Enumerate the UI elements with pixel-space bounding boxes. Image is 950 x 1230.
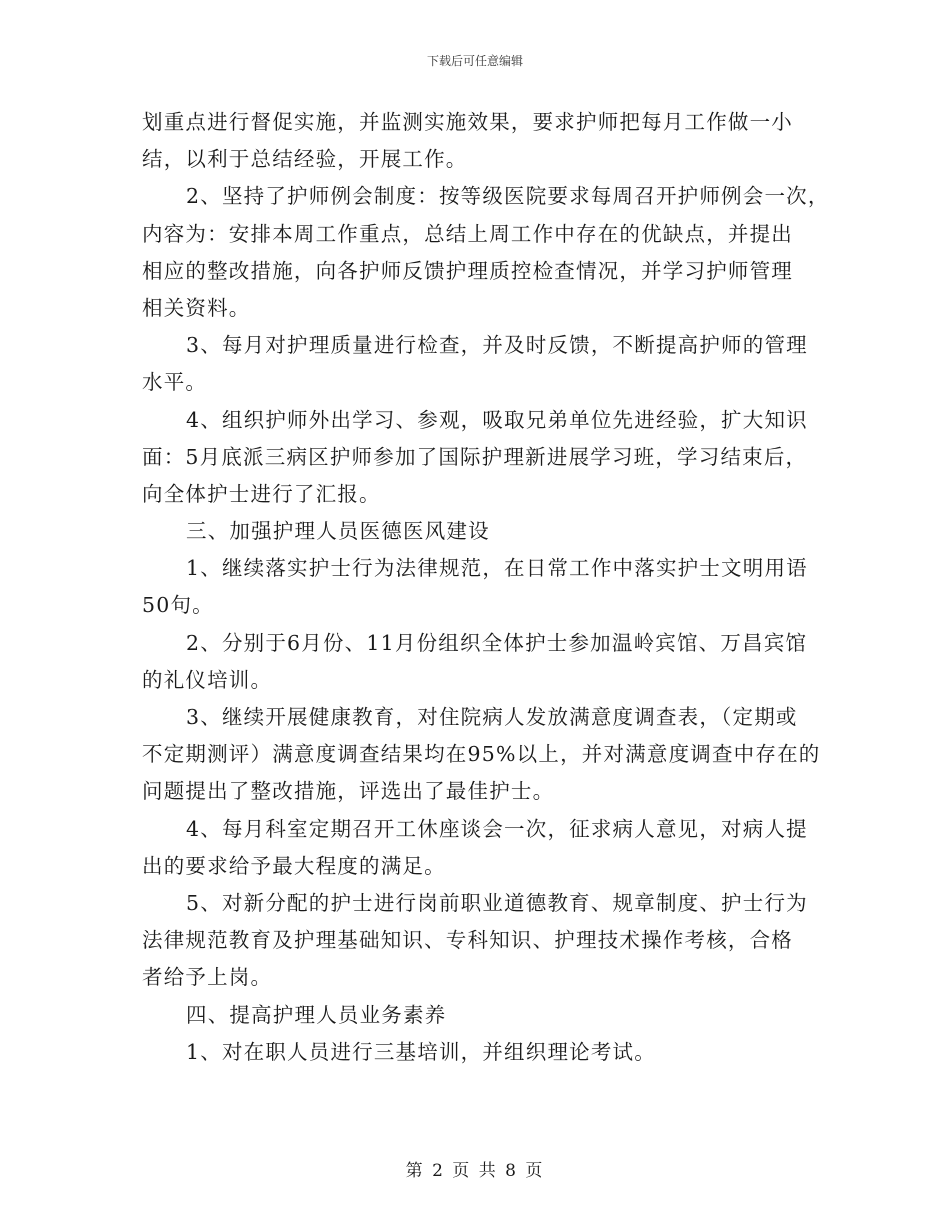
text-line: 内容为：安排本周工作重点，总结上周工作中存在的优缺点，并提出 <box>142 221 793 246</box>
text-line: 相关资料。 <box>142 295 251 320</box>
text-line: 1、对在职人员进行三基培训，并组织理论考试。 <box>186 1039 656 1064</box>
text-line: 面：5月底派三病区护师参加了国际护理新进展学习班，学习结束后， <box>142 444 808 469</box>
section-heading: 三、加强护理人员医德医风建设 <box>186 519 490 544</box>
page-footer: 第 2 页 共 8 页 <box>405 1161 545 1181</box>
text-line: 50句。 <box>142 593 214 618</box>
text-line: 相应的整改措施，向各护师反馈护理质控检查情况，并学习护师管理 <box>142 258 793 283</box>
text-line: 水平。 <box>142 370 208 395</box>
text-line: 2、分别于6月份、11月份组织全体护士参加温岭宾馆、万昌宾馆 <box>186 630 808 655</box>
text-line: 结，以利于总结经验，开展工作。 <box>142 147 468 172</box>
text-line: 4、每月科室定期召开工休座谈会一次，征求病人意见，对病人提 <box>186 816 808 841</box>
text-line: 者给予上岗。 <box>142 965 273 990</box>
text-line: 4、组织护师外出学习、参观，吸取兄弟单位先进经验，扩大知识 <box>186 407 808 432</box>
text-line: 3、每月对护理质量进行检查，并及时反馈，不断提高护师的管理 <box>186 333 808 358</box>
text-line: 划重点进行督促实施，并监测实施效果，要求护师把每月工作做一小 <box>142 110 793 134</box>
text-line: 法律规范教育及护理基础知识、专科知识、护理技术操作考核，合格 <box>142 928 793 953</box>
text-line: 向全体护士进行了汇报。 <box>142 481 381 506</box>
text-line: 出的要求给予最大程度的满足。 <box>142 853 446 878</box>
text-line: 2、坚持了护师例会制度：按等级医院要求每周召开护师例会一次， <box>186 184 830 209</box>
text-line: 问题提出了整改措施，评选出了最佳护士。 <box>142 779 555 804</box>
text-line: 1、继续落实护士行为法律规范，在日常工作中落实护士文明用语 <box>186 556 808 581</box>
text-line: 不定期测评）满意度调查结果均在95%以上，并对满意度调查中存在的 <box>142 742 821 767</box>
text-line: 3、继续开展健康教育，对住院病人发放满意度调查表，（定期或 <box>186 705 798 729</box>
page-header: 下载后可任意编辑 <box>426 54 523 68</box>
section-heading: 四、提高护理人员业务素养 <box>186 1002 447 1027</box>
text-line: 的礼仪培训。 <box>142 667 273 692</box>
text-line: 5、对新分配的护士进行岗前职业道德教育、规章制度、护士行为 <box>186 890 808 915</box>
document-body <box>142 104 830 1071</box>
